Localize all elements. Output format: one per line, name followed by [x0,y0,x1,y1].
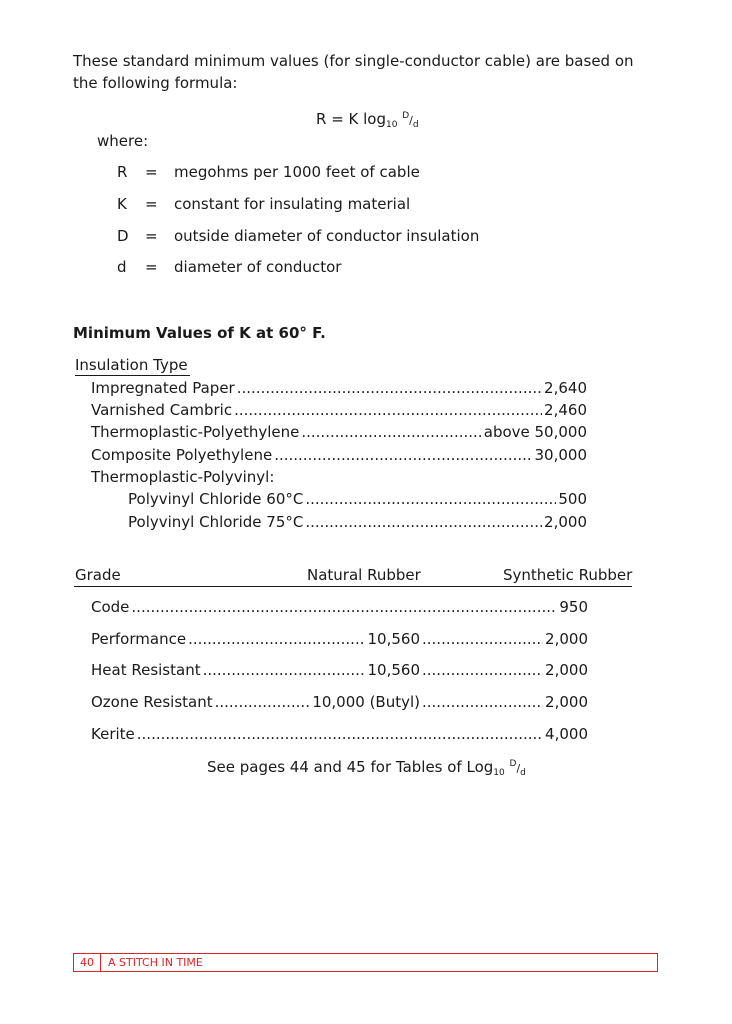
leader-dots [422,630,543,648]
insulation-row [91,423,587,441]
insulation-value: 30,000 [534,446,587,464]
leader-dots [203,661,366,679]
page-number: 40 [74,954,101,971]
insulation-value: 2,000 [544,513,587,531]
grade-label: Kerite [91,725,135,743]
definition-symbol: K [117,195,127,213]
definition-text: constant for insulating material [174,195,411,213]
leader-dots [274,446,532,464]
definition-symbol: D [117,227,129,245]
see-note-num: D [509,759,517,769]
grade-row [91,598,588,616]
intro-paragraph: These standard minimum values (for single-conductor cable) are based on the following formula: [73,52,634,92]
where-label: where: [97,132,149,150]
k-values-heading: Minimum Values of K at 60° F. [73,324,326,342]
insulation-row [91,379,587,397]
definition-text: megohms per 1000 feet of cable [174,163,420,181]
page-footer [73,953,658,972]
insulation-value: 2,460 [544,401,587,419]
synthetic-rubber-column-header: Synthetic Rubber [503,566,633,584]
synthetic-value: 950 [559,598,588,616]
definition-text: outside diameter of conductor insulation [174,227,480,245]
insulation-label: Impregnated Paper [91,379,235,397]
leader-dots [234,401,542,419]
insulation-row [128,513,587,531]
see-note-sub: 10 [493,768,505,778]
definition-equals: = [145,195,158,213]
see-note-slash: / [516,762,521,775]
leader-dots [237,379,542,397]
see-note-den: d [520,768,526,778]
leader-dots [305,513,542,531]
grade-label: Heat Resistant [91,661,201,679]
insulation-value: above 50,000 [483,423,587,441]
grade-row-synthetic [420,693,588,711]
formula-num: D [402,111,410,121]
leader-dots [215,693,311,711]
formula-slash: / [409,114,413,127]
definition-symbol: R [117,163,128,181]
insulation-row [91,401,587,419]
footer-title: A STITCH IN TIME [108,956,203,969]
insulation-label: Composite Polyethylene [91,446,273,464]
grade-row [91,661,420,679]
synthetic-value: 4,000 [545,725,588,743]
formula [316,110,419,130]
grade-column-header: Grade [75,566,121,584]
grade-table-header [74,566,632,587]
definition-text: diameter of conductor [174,258,342,276]
natural-value: 10,000 (Butyl) [312,693,420,711]
grade-row-synthetic [420,661,588,679]
leader-dots [131,598,557,616]
leader-dots [305,490,556,508]
insulation-row [128,490,587,508]
leader-dots [422,693,543,711]
insulation-label: Varnished Cambric [91,401,233,419]
definition-equals: = [145,163,158,181]
grade-row-synthetic [420,630,588,648]
natural-value: 10,560 [367,661,420,679]
insulation-subheading: Thermoplastic-Polyvinyl: [91,468,275,486]
insulation-label: Polyvinyl Chloride 60°C [128,490,304,508]
grade-row [91,725,588,743]
grade-label: Performance [91,630,187,648]
leader-dots [301,423,481,441]
insulation-value: 2,640 [544,379,587,397]
synthetic-value: 2,000 [545,630,588,648]
natural-rubber-column-header: Natural Rubber [307,566,421,584]
insulation-label: Thermoplastic-Polyethylene [91,423,300,441]
formula-lhs: R = K log [316,110,386,128]
grade-label: Code [91,598,130,616]
formula-sub: 10 [386,120,398,130]
definition-equals: = [145,258,158,276]
synthetic-value: 2,000 [545,693,588,711]
see-pages-note [207,758,526,778]
leader-dots [422,661,543,679]
definition-equals: = [145,227,158,245]
insulation-type-header: Insulation Type [75,356,190,376]
leader-dots [137,725,543,743]
grade-row [91,630,420,648]
grade-label: Ozone Resistant [91,693,213,711]
formula-den: d [412,120,419,130]
insulation-row [91,446,587,464]
definition-symbol: d [117,258,127,276]
insulation-label: Polyvinyl Chloride 75°C [128,513,304,531]
see-note-text: See pages 44 and 45 for Tables of Log [207,758,494,776]
insulation-value: 500 [558,490,587,508]
natural-value: 10,560 [367,630,420,648]
synthetic-value: 2,000 [545,661,588,679]
leader-dots [188,630,365,648]
grade-row [91,693,420,711]
